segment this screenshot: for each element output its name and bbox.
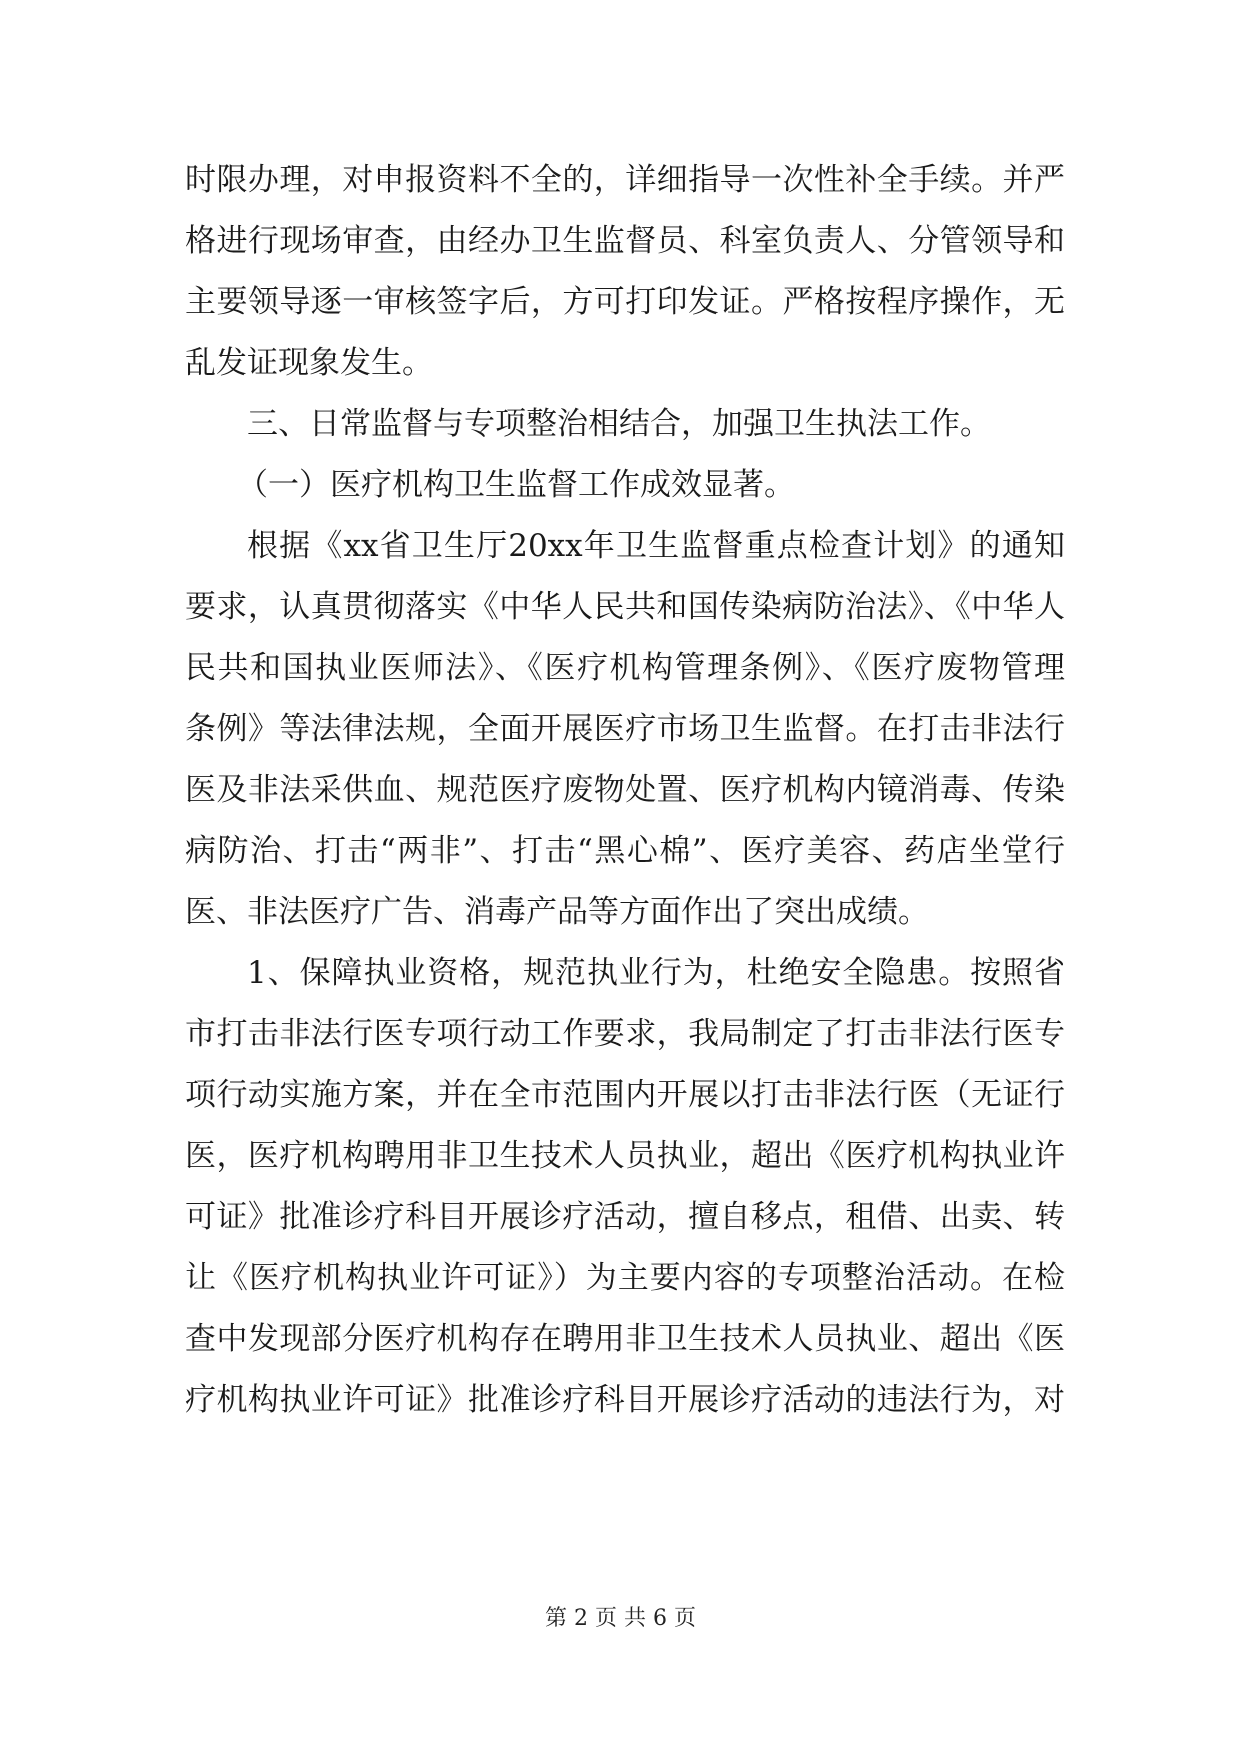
paragraph-line: 格进行现场审查，由经办卫生监督员、科室负责人、分管领导和 — [185, 223, 1065, 259]
paragraph-line: 疗机构执业许可证》批准诊疗科目开展诊疗活动的违法行为，对 — [185, 1382, 1065, 1418]
paragraph-line: 病防治、打击“两非”、打击“黑心棉”、医疗美容、药店坐堂行 — [185, 833, 1065, 869]
paragraph-line: 条例》等法律法规，全面开展医疗市场卫生监督。在打击非法行 — [185, 711, 1065, 747]
paragraph-line: 医及非法采供血、规范医疗废物处置、医疗机构内镜消毒、传染 — [185, 772, 1065, 808]
paragraph-line: 时限办理，对申报资料不全的，详细指导一次性补全手续。并严 — [185, 162, 1065, 198]
paragraph-line: 根据《xx省卫生厅20xx年卫生监督重点检查计划》的通知 — [247, 528, 1065, 564]
paragraph-line: 可证》批准诊疗科目开展诊疗活动，擅自移点，租借、出卖、转 — [185, 1199, 1065, 1235]
paragraph-line: 乱发证现象发生。 — [185, 345, 433, 381]
page-footer: 第 2 页 共 6 页 — [545, 1606, 696, 1631]
paragraph-line: 查中发现部分医疗机构存在聘用非卫生技术人员执业、超出《医 — [185, 1321, 1065, 1357]
paragraph-line: 民共和国执业医师法》、《医疗机构管理条例》、《医疗废物管理 — [185, 650, 1065, 686]
paragraph-line: 医，医疗机构聘用非卫生技术人员执业，超出《医疗机构执业许 — [185, 1138, 1065, 1174]
paragraph-line: 市打击非法行医专项行动工作要求，我局制定了打击非法行医专 — [185, 1016, 1065, 1052]
paragraph-line: 主要领导逐一审核签字后，方可打印发证。严格按程序操作，无 — [185, 284, 1065, 320]
paragraph-line: 要求，认真贯彻落实《中华人民共和国传染病防治法》、《中华人 — [185, 589, 1065, 625]
paragraph-line: 让《医疗机构执业许可证》）为主要内容的专项整治活动。在检 — [185, 1260, 1065, 1296]
paragraph-line: 1、保障执业资格，规范执业行为，杜绝安全隐患。按照省 — [247, 955, 1065, 991]
paragraph-line: 三、日常监督与专项整治相结合，加强卫生执法工作。 — [247, 406, 991, 442]
paragraph-line: 项行动实施方案，并在全市范围内开展以打击非法行医（无证行 — [185, 1077, 1065, 1113]
paragraph-line: （一）医疗机构卫生监督工作成效显著。 — [237, 467, 795, 503]
paragraph-line: 医、非法医疗广告、消毒产品等方面作出了突出成绩。 — [185, 894, 929, 930]
